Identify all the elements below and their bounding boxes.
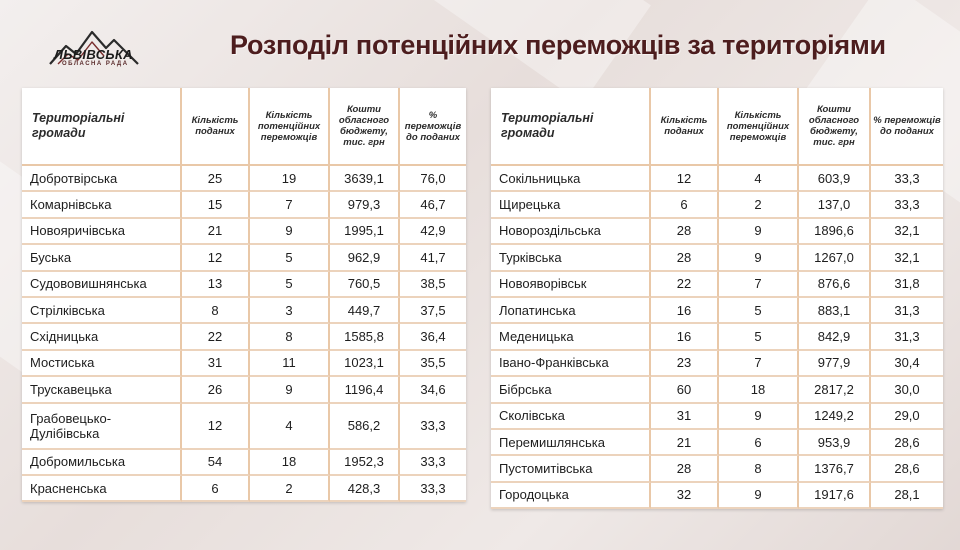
submitted-cell: 28 [651, 245, 719, 271]
potential-winners-cell: 5 [250, 272, 330, 298]
percent-cell: 31,3 [871, 298, 943, 324]
budget-cell: 876,6 [799, 272, 871, 298]
budget-cell: 1376,7 [799, 456, 871, 482]
potential-winners-cell: 11 [250, 351, 330, 377]
table-row [22, 450, 466, 476]
column-header-submitted: Кількість поданих [651, 88, 719, 166]
table-row [22, 245, 466, 271]
submitted-cell: 6 [651, 192, 719, 218]
percent-cell: 46,7 [400, 192, 466, 218]
percent-cell: 41,7 [400, 245, 466, 271]
table-row [491, 245, 943, 271]
submitted-cell: 13 [182, 272, 250, 298]
community-cell: Добромильська [22, 450, 182, 476]
percent-cell: 33,3 [871, 192, 943, 218]
percent-cell: 34,6 [400, 377, 466, 403]
submitted-cell: 12 [651, 166, 719, 192]
potential-winners-cell: 9 [719, 483, 799, 509]
budget-cell: 953,9 [799, 430, 871, 456]
potential-winners-cell: 18 [719, 377, 799, 403]
column-header-community: Територіальні громади [22, 88, 182, 166]
percent-cell: 31,3 [871, 324, 943, 350]
potential-winners-cell: 3 [250, 298, 330, 324]
submitted-cell: 8 [182, 298, 250, 324]
submitted-cell: 16 [651, 324, 719, 350]
budget-cell: 3639,1 [330, 166, 400, 192]
submitted-cell: 32 [651, 483, 719, 509]
community-cell: Новороздільська [491, 219, 651, 245]
column-header-budget: Кошти обласного бюджету, тис. грн [799, 88, 871, 166]
submitted-cell: 12 [182, 404, 250, 450]
table-row [22, 404, 466, 450]
budget-cell: 842,9 [799, 324, 871, 350]
budget-cell: 962,9 [330, 245, 400, 271]
budget-cell: 586,2 [330, 404, 400, 450]
column-header-percent: % переможців до поданих [400, 88, 466, 166]
community-cell: Пустомитівська [491, 456, 651, 482]
potential-winners-cell: 6 [719, 430, 799, 456]
percent-cell: 36,4 [400, 324, 466, 350]
percent-cell: 32,1 [871, 245, 943, 271]
percent-cell: 30,4 [871, 351, 943, 377]
percent-cell: 31,8 [871, 272, 943, 298]
community-cell: Комарнівська [22, 192, 182, 218]
table-row [491, 456, 943, 482]
submitted-cell: 12 [182, 245, 250, 271]
table-row [22, 298, 466, 324]
percent-cell: 28,6 [871, 456, 943, 482]
potential-winners-cell: 7 [719, 272, 799, 298]
budget-cell: 428,3 [330, 476, 400, 502]
submitted-cell: 16 [651, 298, 719, 324]
community-cell: Стрілківська [22, 298, 182, 324]
table-row [22, 272, 466, 298]
column-header-percent: % переможців до поданих [871, 88, 943, 166]
potential-winners-cell: 9 [250, 219, 330, 245]
submitted-cell: 25 [182, 166, 250, 192]
community-cell: Судововишнянська [22, 272, 182, 298]
column-header-community: Територіальні громади [491, 88, 651, 166]
table-row [491, 298, 943, 324]
table-row [22, 377, 466, 403]
percent-cell: 42,9 [400, 219, 466, 245]
budget-cell: 449,7 [330, 298, 400, 324]
potential-winners-cell: 19 [250, 166, 330, 192]
table-row [491, 377, 943, 403]
table-row [491, 324, 943, 350]
community-cell: Городоцька [491, 483, 651, 509]
potential-winners-cell: 8 [250, 324, 330, 350]
percent-cell: 28,1 [871, 483, 943, 509]
community-cell: Меденицька [491, 324, 651, 350]
table-row [22, 219, 466, 245]
table-row [22, 351, 466, 377]
column-header-potential: Кількість потенційних переможців [250, 88, 330, 166]
submitted-cell: 31 [651, 404, 719, 430]
potential-winners-cell: 2 [250, 476, 330, 502]
budget-cell: 603,9 [799, 166, 871, 192]
community-cell: Добротвірська [22, 166, 182, 192]
community-cell: Бібрська [491, 377, 651, 403]
percent-cell: 28,6 [871, 430, 943, 456]
budget-cell: 1249,2 [799, 404, 871, 430]
table-row [491, 166, 943, 192]
percent-cell: 37,5 [400, 298, 466, 324]
table-row [491, 219, 943, 245]
community-cell: Сколівська [491, 404, 651, 430]
table-row [491, 430, 943, 456]
submitted-cell: 6 [182, 476, 250, 502]
potential-winners-cell: 5 [250, 245, 330, 271]
table-row [22, 166, 466, 192]
community-cell: Новояричівська [22, 219, 182, 245]
community-cell: Івано-Франківська [491, 351, 651, 377]
submitted-cell: 54 [182, 450, 250, 476]
submitted-cell: 28 [651, 456, 719, 482]
potential-winners-cell: 5 [719, 298, 799, 324]
budget-cell: 1023,1 [330, 351, 400, 377]
submitted-cell: 21 [651, 430, 719, 456]
community-cell: Буська [22, 245, 182, 271]
budget-cell: 977,9 [799, 351, 871, 377]
table-header-row [491, 88, 943, 166]
potential-winners-cell: 18 [250, 450, 330, 476]
table-row [491, 192, 943, 218]
budget-cell: 1585,8 [330, 324, 400, 350]
potential-winners-cell: 5 [719, 324, 799, 350]
community-cell: Східницька [22, 324, 182, 350]
community-cell: Лопатинська [491, 298, 651, 324]
community-cell: Грабовецько-Дулібівська [22, 404, 182, 450]
budget-cell: 137,0 [799, 192, 871, 218]
table-row [491, 483, 943, 509]
percent-cell: 38,5 [400, 272, 466, 298]
submitted-cell: 23 [651, 351, 719, 377]
submitted-cell: 21 [182, 219, 250, 245]
potential-winners-cell: 7 [250, 192, 330, 218]
column-header-submitted: Кількість поданих [182, 88, 250, 166]
table-row [22, 192, 466, 218]
percent-cell: 29,0 [871, 404, 943, 430]
community-cell: Красненська [22, 476, 182, 502]
percent-cell: 33,3 [871, 166, 943, 192]
table-row [491, 272, 943, 298]
community-cell: Мостиська [22, 351, 182, 377]
potential-winners-cell: 9 [719, 219, 799, 245]
page-title: Розподіл потенційних переможців за територіями [230, 30, 886, 60]
submitted-cell: 15 [182, 192, 250, 218]
community-cell: Щирецька [491, 192, 651, 218]
submitted-cell: 28 [651, 219, 719, 245]
header [0, 0, 960, 80]
percent-cell: 33,3 [400, 476, 466, 502]
submitted-cell: 26 [182, 377, 250, 403]
percent-cell: 33,3 [400, 404, 466, 450]
potential-winners-cell: 9 [719, 404, 799, 430]
submitted-cell: 22 [651, 272, 719, 298]
potential-winners-cell: 9 [719, 245, 799, 271]
budget-cell: 1995,1 [330, 219, 400, 245]
percent-cell: 33,3 [400, 450, 466, 476]
column-header-budget: Кошти обласного бюджету, тис. грн [330, 88, 400, 166]
percent-cell: 76,0 [400, 166, 466, 192]
table-row [22, 476, 466, 502]
table-row [491, 404, 943, 430]
potential-winners-cell: 7 [719, 351, 799, 377]
community-cell: Трускавецька [22, 377, 182, 403]
potential-winners-cell: 8 [719, 456, 799, 482]
budget-cell: 1196,4 [330, 377, 400, 403]
table-header-row [22, 88, 466, 166]
budget-cell: 760,5 [330, 272, 400, 298]
percent-cell: 32,1 [871, 219, 943, 245]
potential-winners-cell: 4 [719, 166, 799, 192]
community-cell: Турківська [491, 245, 651, 271]
potential-winners-cell: 9 [250, 377, 330, 403]
logo-sub-text: ОБЛАСНА РАДА [62, 61, 129, 67]
submitted-cell: 22 [182, 324, 250, 350]
column-header-potential: Кількість потенційних переможців [719, 88, 799, 166]
budget-cell: 1952,3 [330, 450, 400, 476]
potential-winners-cell: 2 [719, 192, 799, 218]
right-table [491, 88, 943, 509]
community-cell: Новояворівськ [491, 272, 651, 298]
table-row [22, 324, 466, 350]
budget-cell: 1267,0 [799, 245, 871, 271]
potential-winners-cell: 4 [250, 404, 330, 450]
budget-cell: 883,1 [799, 298, 871, 324]
percent-cell: 35,5 [400, 351, 466, 377]
percent-cell: 30,0 [871, 377, 943, 403]
budget-cell: 2817,2 [799, 377, 871, 403]
logo-main-text: ЛЬВІВСЬКА [54, 47, 133, 62]
table-row [491, 351, 943, 377]
left-table [22, 88, 466, 502]
budget-cell: 1917,6 [799, 483, 871, 509]
budget-cell: 1896,6 [799, 219, 871, 245]
submitted-cell: 60 [651, 377, 719, 403]
community-cell: Сокільницька [491, 166, 651, 192]
budget-cell: 979,3 [330, 192, 400, 218]
submitted-cell: 31 [182, 351, 250, 377]
community-cell: Перемишлянська [491, 430, 651, 456]
